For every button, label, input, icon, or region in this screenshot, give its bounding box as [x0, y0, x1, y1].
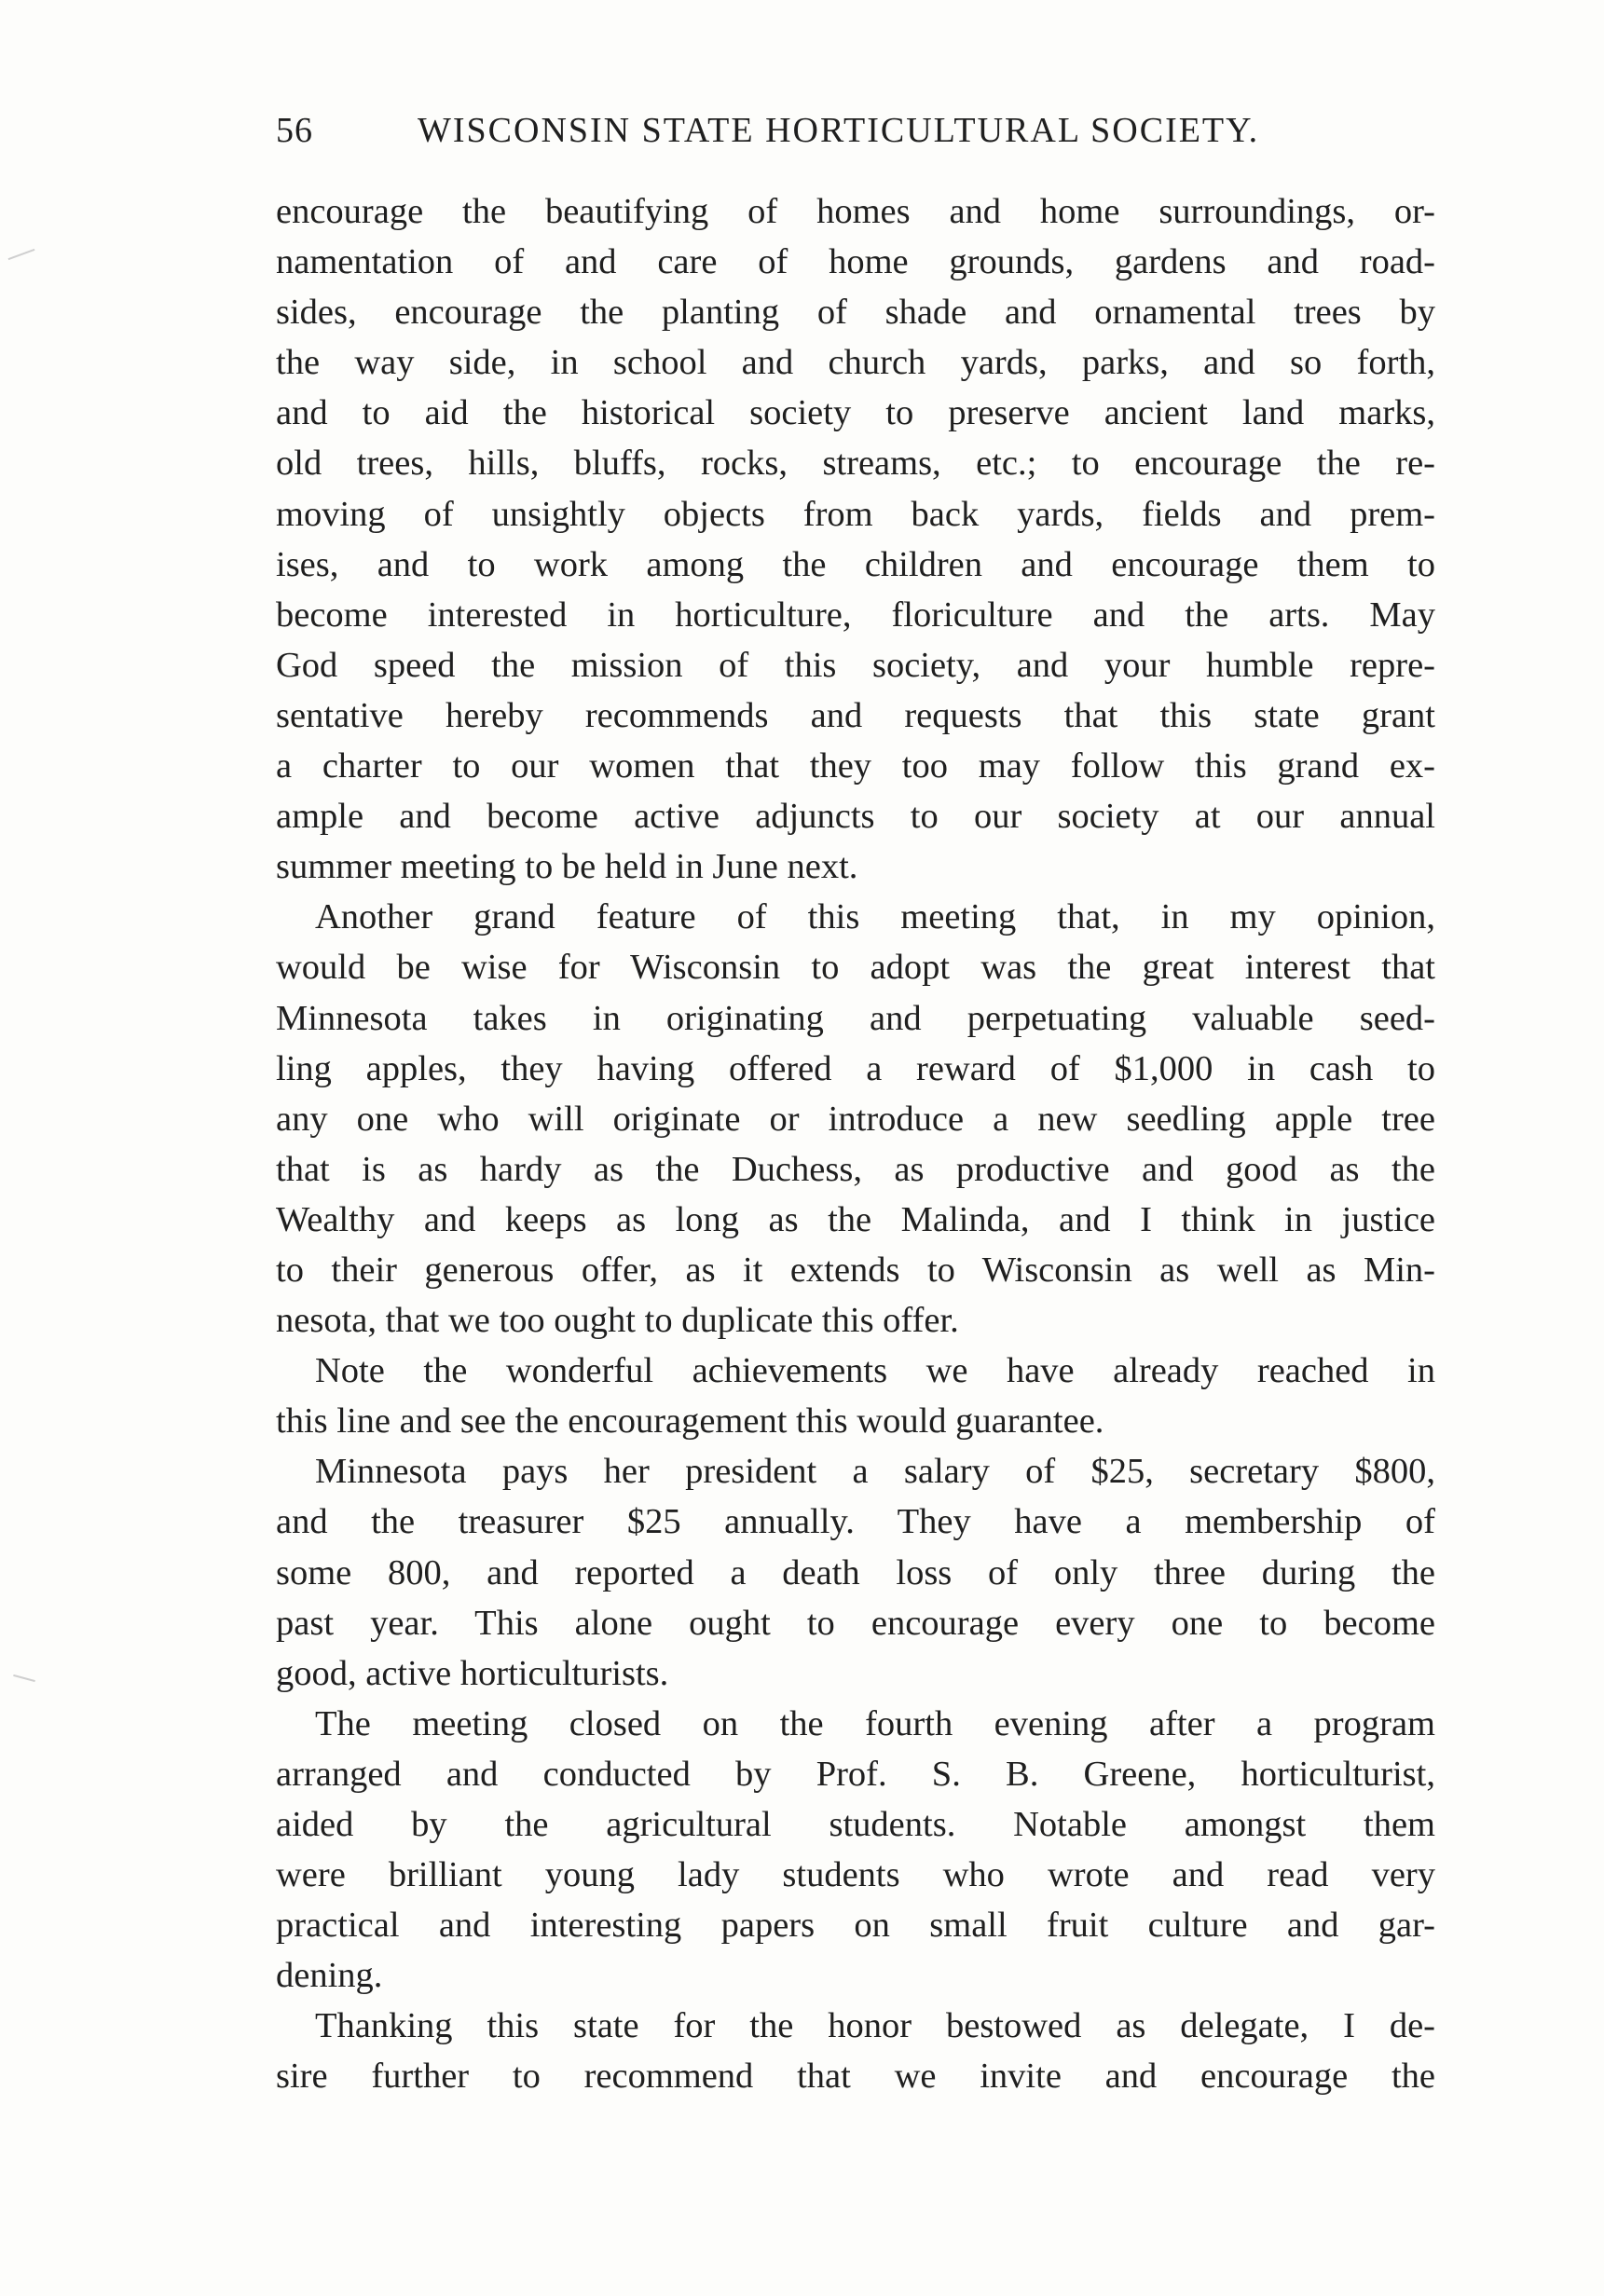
- text-line: past year. This alone ought to encourage every one to become: [276, 1603, 1435, 1643]
- text-line: practical and interesting papers on small fruit culture and gar-: [276, 1906, 1435, 1946]
- text-line: this line and see the encouragement this would guarantee.: [276, 1401, 1104, 1442]
- text-line: become interested in horticulture, floriculture and the arts. May: [276, 594, 1435, 635]
- text-line: were brilliant young lady students who wrote and read very: [276, 1855, 1435, 1895]
- page-number: 56: [276, 111, 313, 150]
- text-line: would be wise for Wisconsin to adopt was the great interest that: [276, 948, 1435, 988]
- text-line: any one who will originate or introduce a new seedling apple tree: [276, 1099, 1435, 1139]
- text-line: Minnesota takes in originating and perpetuating valuable seed-: [276, 998, 1435, 1038]
- text-line: Note the wonderful achievements we have already reached in: [315, 1351, 1435, 1391]
- text-line: that is as hardy as the Duchess, as productive and good as the: [276, 1149, 1435, 1189]
- text-line: Thanking this state for the honor bestowed as delegate, I de-: [315, 2006, 1435, 2046]
- text-line: encourage the beautifying of homes and home surroundings, or-: [276, 192, 1435, 231]
- body-text: [276, 186, 1435, 2102]
- paragraph-1: [276, 186, 1435, 892]
- text-line: old trees, hills, bluffs, rocks, streams, etc.; to encourage the re-: [276, 444, 1435, 484]
- text-line: to their generous offer, as it extends to Wisconsin as well as Min-: [276, 1250, 1435, 1290]
- text-line: ises, and to work among the children and encourage them to: [276, 544, 1435, 584]
- text-line: and to aid the historical society to preserve ancient land marks,: [276, 393, 1435, 433]
- scan-mark: [13, 1674, 35, 1682]
- text-line: sides, encourage the planting of shade and ornamental trees by: [276, 293, 1435, 333]
- text-line: Another grand feature of this meeting that, in my opinion,: [315, 897, 1435, 937]
- paragraph-4: [276, 1446, 1435, 1698]
- paragraph-6: [276, 2001, 1435, 2101]
- text-line: the way side, in school and church yards, parks, and so forth,: [276, 343, 1435, 383]
- text-line: Minnesota pays her president a salary of $25, secretary $800,: [315, 1452, 1435, 1492]
- paragraph-5: [276, 1699, 1435, 2002]
- text-line: aided by the agricultural students. Notable amongst them: [276, 1805, 1435, 1844]
- paragraph-2: [276, 892, 1435, 1346]
- text-line: a charter to our women that they too may follow this grand ex-: [276, 746, 1435, 786]
- text-line: ample and become active adjuncts to our society at our annual: [276, 797, 1435, 837]
- text-line: and the treasurer $25 annually. They have a membership of: [276, 1502, 1435, 1542]
- running-head: [276, 110, 1441, 158]
- text-line: sire further to recommend that we invite and encourage the: [276, 2057, 1435, 2097]
- text-line: good, active horticulturists.: [276, 1653, 669, 1693]
- text-line: moving of unsightly objects from back yards, fields and prem-: [276, 494, 1435, 534]
- paragraph-3: [276, 1346, 1435, 1446]
- text-line: God speed the mission of this society, and your humble repre-: [276, 645, 1435, 685]
- text-line: The meeting closed on the fourth evening after a program: [315, 1703, 1435, 1743]
- text-line: nesota, that we too ought to duplicate this offer.: [276, 1301, 959, 1341]
- text-line: some 800, and reported a death loss of only three during the: [276, 1552, 1435, 1592]
- scan-mark: [8, 249, 35, 260]
- text-line: summer meeting to be held in June next.: [276, 847, 858, 887]
- text-line: sentative hereby recommends and requests that this state grant: [276, 695, 1435, 735]
- text-line: dening.: [276, 1956, 383, 1996]
- running-title: WISCONSIN STATE HORTICULTURAL SOCIETY.: [418, 111, 1260, 150]
- text-line: ling apples, they having offered a reward of $1,000 in cash to: [276, 1048, 1435, 1088]
- text-line: arranged and conducted by Prof. S. B. Greene, horticulturist,: [276, 1754, 1435, 1794]
- text-line: Wealthy and keeps as long as the Malinda, and I think in justice: [276, 1199, 1435, 1239]
- text-line: namentation of and care of home grounds, gardens and road-: [276, 242, 1435, 282]
